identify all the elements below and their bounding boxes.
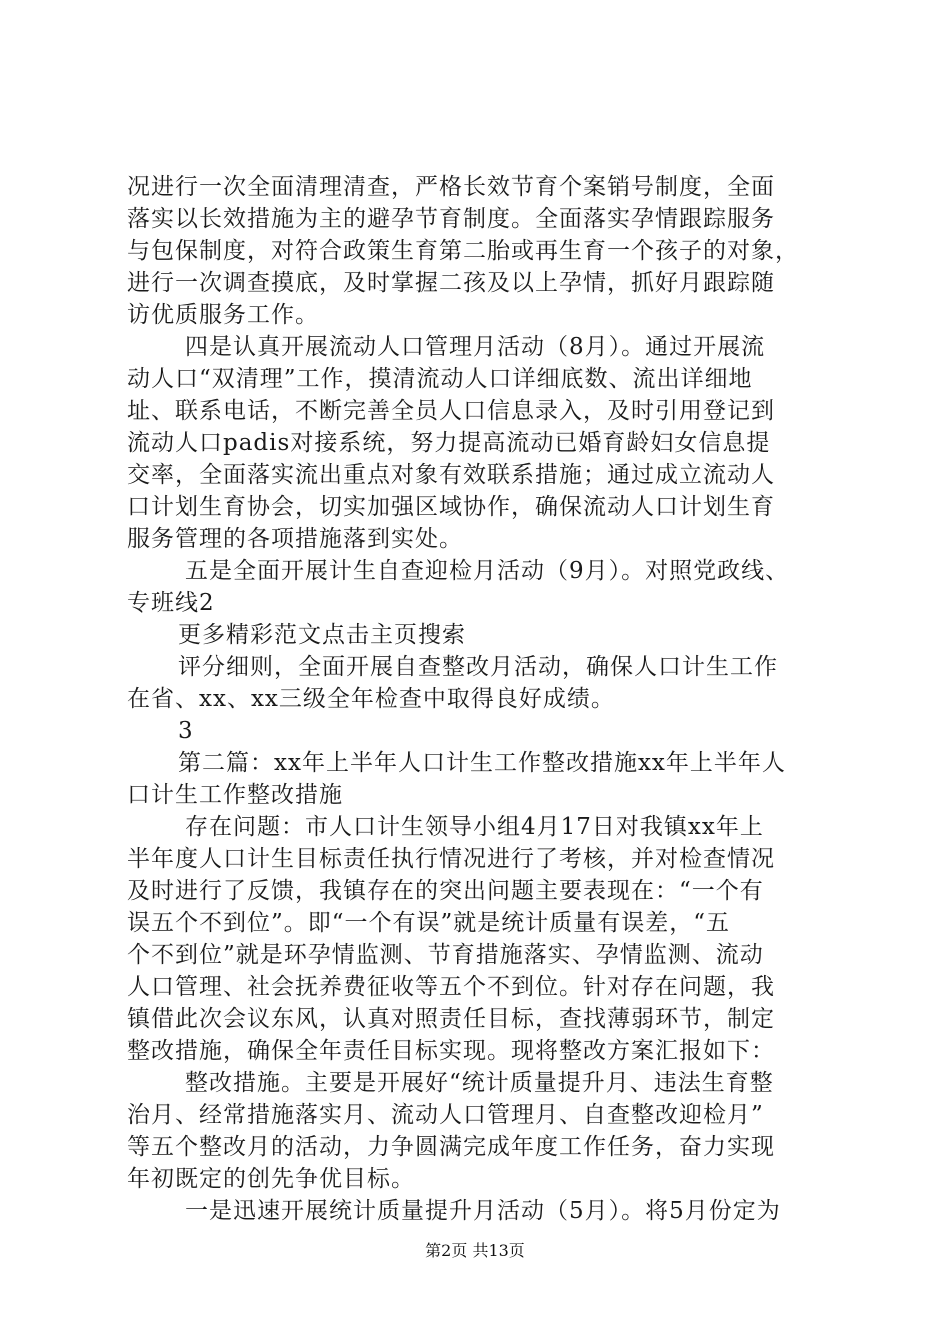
text-line: 与包保制度，对符合政策生育第二胎或再生育一个孩子的对象，: [127, 238, 799, 264]
text-line: 口计生工作整改措施: [127, 782, 343, 808]
text-line: 整改措施。主要是开展好“统计质量提升月、违法生育整: [185, 1070, 774, 1096]
text-line: 个不到位”就是环孕情监测、节育措施落实、孕情监测、流动: [127, 942, 764, 968]
text-line: 在省、xx、xx三级全年检查中取得良好成绩。: [127, 686, 615, 712]
text-line: 服务管理的各项措施落到实处。: [127, 526, 463, 552]
text-line: 及时进行了反馈，我镇存在的突出问题主要表现在：“一个有: [127, 878, 764, 904]
text-line: 落实以长效措施为主的避孕节育制度。全面落实孕情跟踪服务: [127, 206, 775, 232]
text-line: 人口管理、社会抚养费征收等五个不到位。针对存在问题，我: [127, 974, 775, 1000]
text-line: 误五个不到位”。即“一个有误”就是统计质量有误差，“五: [127, 910, 731, 936]
text-line: 访优质服务工作。: [127, 302, 319, 328]
text-line: 等五个整改月的活动，力争圆满完成年度工作任务，奋力实现: [127, 1134, 775, 1160]
text-line: 流动人口padis对接系统，努力提高流动已婚育龄妇女信息提: [127, 430, 771, 456]
text-line: 进行一次调查摸底，及时掌握二孩及以上孕情，抓好月跟踪随: [127, 270, 775, 296]
text-line: 址、联系电话，不断完善全员人口信息录入，及时引用登记到: [127, 398, 775, 424]
page-number-footer: 第2页 共13页: [425, 1241, 525, 1260]
text-line: 交率，全面落实流出重点对象有效联系措施；通过成立流动人: [127, 462, 775, 488]
text-line: 第二篇：xx年上半年人口计生工作整改措施xx年上半年人: [178, 750, 786, 776]
text-line: 一是迅速开展统计质量提升月活动（5月）。将5月份定为: [185, 1198, 781, 1224]
text-line: 专班线2: [127, 590, 215, 616]
text-line: 更多精彩范文点击主页搜索: [178, 622, 466, 648]
text-line: 整改措施，确保全年责任目标实现。现将整改方案汇报如下：: [127, 1038, 775, 1064]
text-line: 口计划生育协会，切实加强区域协作，确保流动人口计划生育: [127, 494, 775, 520]
text-line: 评分细则，全面开展自查整改月活动，确保人口计生工作: [178, 654, 778, 680]
text-line: 动人口“双清理”工作，摸清流动人口详细底数、流出详细地: [127, 366, 753, 392]
text-line: 四是认真开展流动人口管理月活动（8月）。通过开展流: [185, 334, 766, 360]
text-line: 半年度人口计生目标责任执行情况进行了考核，并对检查情况: [127, 846, 775, 872]
text-line: 况进行一次全面清理清查，严格长效节育个案销号制度，全面: [127, 174, 775, 200]
text-line: 五是全面开展计生自查迎检月活动（9月）。对照党政线、: [185, 558, 790, 584]
text-line: 3: [178, 718, 194, 744]
text-line: 镇借此次会议东风，认真对照责任目标，查找薄弱环节，制定: [127, 1006, 775, 1032]
text-line: 年初既定的创先争优目标。: [127, 1166, 415, 1192]
text-line: 治月、经常措施落实月、流动人口管理月、自查整改迎检月”: [127, 1102, 764, 1128]
text-line: 存在问题：市人口计生领导小组4月17日对我镇xx年上: [185, 814, 764, 840]
